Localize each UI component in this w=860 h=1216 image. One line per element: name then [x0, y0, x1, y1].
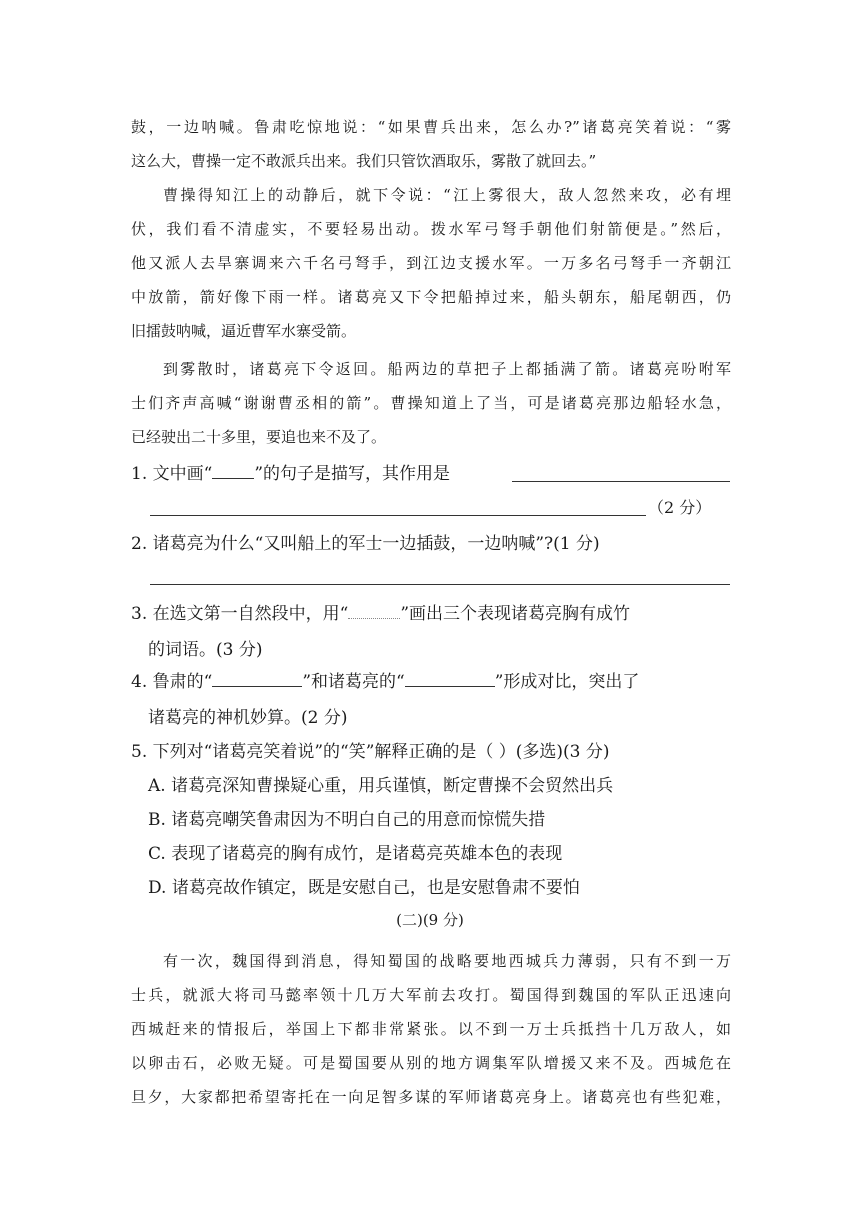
option-b[interactable]: B. 诸葛亮嘲笑鲁肃因为不明白自己的用意而惊慌失措	[148, 810, 546, 830]
passage-line: 到雾散时，诸葛亮下令返回。船两边的草把子上都插满了箭。诸葛亮吩咐军	[163, 360, 731, 378]
question-2	[131, 526, 731, 562]
passage-line: 士兵，就派大将司马懿率领十几万大军前去攻打。蜀国得到魏国的军队正迅速向	[131, 986, 731, 1004]
question-1-answer-line[interactable]	[512, 481, 730, 482]
passage-line: 中放箭，箭好像下雨一样。诸葛亮又下令把船掉过来，船头朝东，船尾朝西，仍	[131, 288, 731, 306]
score-label: （2 分）	[648, 498, 712, 517]
question-5	[131, 734, 731, 770]
question-1-text-a: 1. 文中画“	[131, 464, 213, 484]
passage-line: 曹操得知江上的动静后，就下令说：“江上雾很大，敌人忽然来攻，必有埋	[163, 186, 731, 204]
question-4-text-a: 4. 鲁肃的“	[131, 672, 213, 692]
passage-paragraph-1	[131, 110, 731, 178]
option-c[interactable]: C. 表现了诸葛亮的胸有成竹，是诸葛亮英雄本色的表现	[148, 844, 563, 864]
question-2-text: 2. 诸葛亮为什么“又叫船上的军士一边插鼓，一边呐喊”?(1 分)	[131, 534, 600, 554]
question-3-text-b: ”画出三个表现诸葛亮胸有成竹	[400, 604, 631, 624]
question-1-mark-blank[interactable]	[212, 460, 254, 479]
passage-line: 他又派人去旱寨调来六千名弓弩手，到江边支援水军。一万多名弓弩手一齐朝江	[131, 254, 731, 272]
question-5-text: 5. 下列对“诸葛亮笑着说”的“笑”解释正确的是（ ）(多选)(3 分)	[131, 742, 610, 762]
question-1-text-b: ”的句子是描写，其作用是	[254, 464, 451, 484]
option-d[interactable]: D. 诸葛亮故作镇定，既是安慰自己，也是安慰鲁肃不要怕	[148, 878, 580, 898]
passage-line: 鼓，一边呐喊。鲁肃吃惊地说：“如果曹兵出来，怎么办?”诸葛亮笑着说：“雾	[131, 118, 731, 136]
question-4	[131, 664, 731, 736]
question-4-blank-2[interactable]	[405, 668, 495, 687]
passage-line: 以卵击石，必败无疑。可是蜀国要从别的地方调集军队增援又来不及。西城危在	[131, 1054, 731, 1072]
passage-line: 旦夕，大家都把希望寄托在一向足智多谋的军师诸葛亮身上。诸葛亮也有些犯难，	[131, 1088, 731, 1106]
passage-paragraph-2	[131, 178, 731, 348]
question-1-answer-line-2[interactable]	[150, 515, 646, 516]
passage-line: 有一次，魏国得到消息，得知蜀国的战略要地西城兵力薄弱，只有不到一万	[163, 952, 731, 970]
question-3	[131, 596, 731, 668]
question-4-text-d: 诸葛亮的神机妙算。(2 分)	[148, 708, 348, 728]
question-4-text-b: ”和诸葛亮的“	[302, 672, 405, 692]
passage-line: 西城赶来的情报后，举国上下都非常紧张。以不到一万士兵抵挡十几万敌人，如	[131, 1020, 731, 1038]
passage-line: 这么大，曹操一定不敢派兵出来。我们只管饮酒取乐，雾散了就回去。”	[131, 152, 597, 170]
passage-line: 伏，我们看不清虚实，不要轻易出动。拨水军弓弩手朝他们射箭便是。”然后，	[131, 220, 731, 238]
option-a[interactable]: A. 诸葛亮深知曹操疑心重，用兵谨慎，断定曹操不会贸然出兵	[148, 776, 614, 796]
section-2-title: (二)(9 分)	[396, 911, 464, 929]
question-3-mark-sample	[348, 600, 400, 619]
section-2-paragraph	[131, 944, 731, 1114]
question-4-blank-1[interactable]	[212, 668, 302, 687]
question-2-answer-line[interactable]	[150, 584, 730, 585]
question-3-text-a: 3. 在选文第一自然段中，用“	[131, 604, 349, 624]
question-1-score	[648, 490, 738, 526]
question-4-text-c: ”形成对比，突出了	[494, 672, 640, 692]
passage-line: 已经驶出二十多里，要追也来不及了。	[131, 428, 387, 446]
passage-line: 旧擂鼓呐喊，逼近曹军水寨受箭。	[131, 322, 357, 340]
question-1	[131, 456, 731, 492]
question-3-text-c: 的词语。(3 分)	[148, 640, 263, 660]
passage-line: 士们齐声高喊“谢谢曹丞相的箭”。曹操知道上了当，可是诸葛亮那边船轻水急，	[131, 394, 731, 412]
passage-paragraph-3	[131, 352, 731, 454]
